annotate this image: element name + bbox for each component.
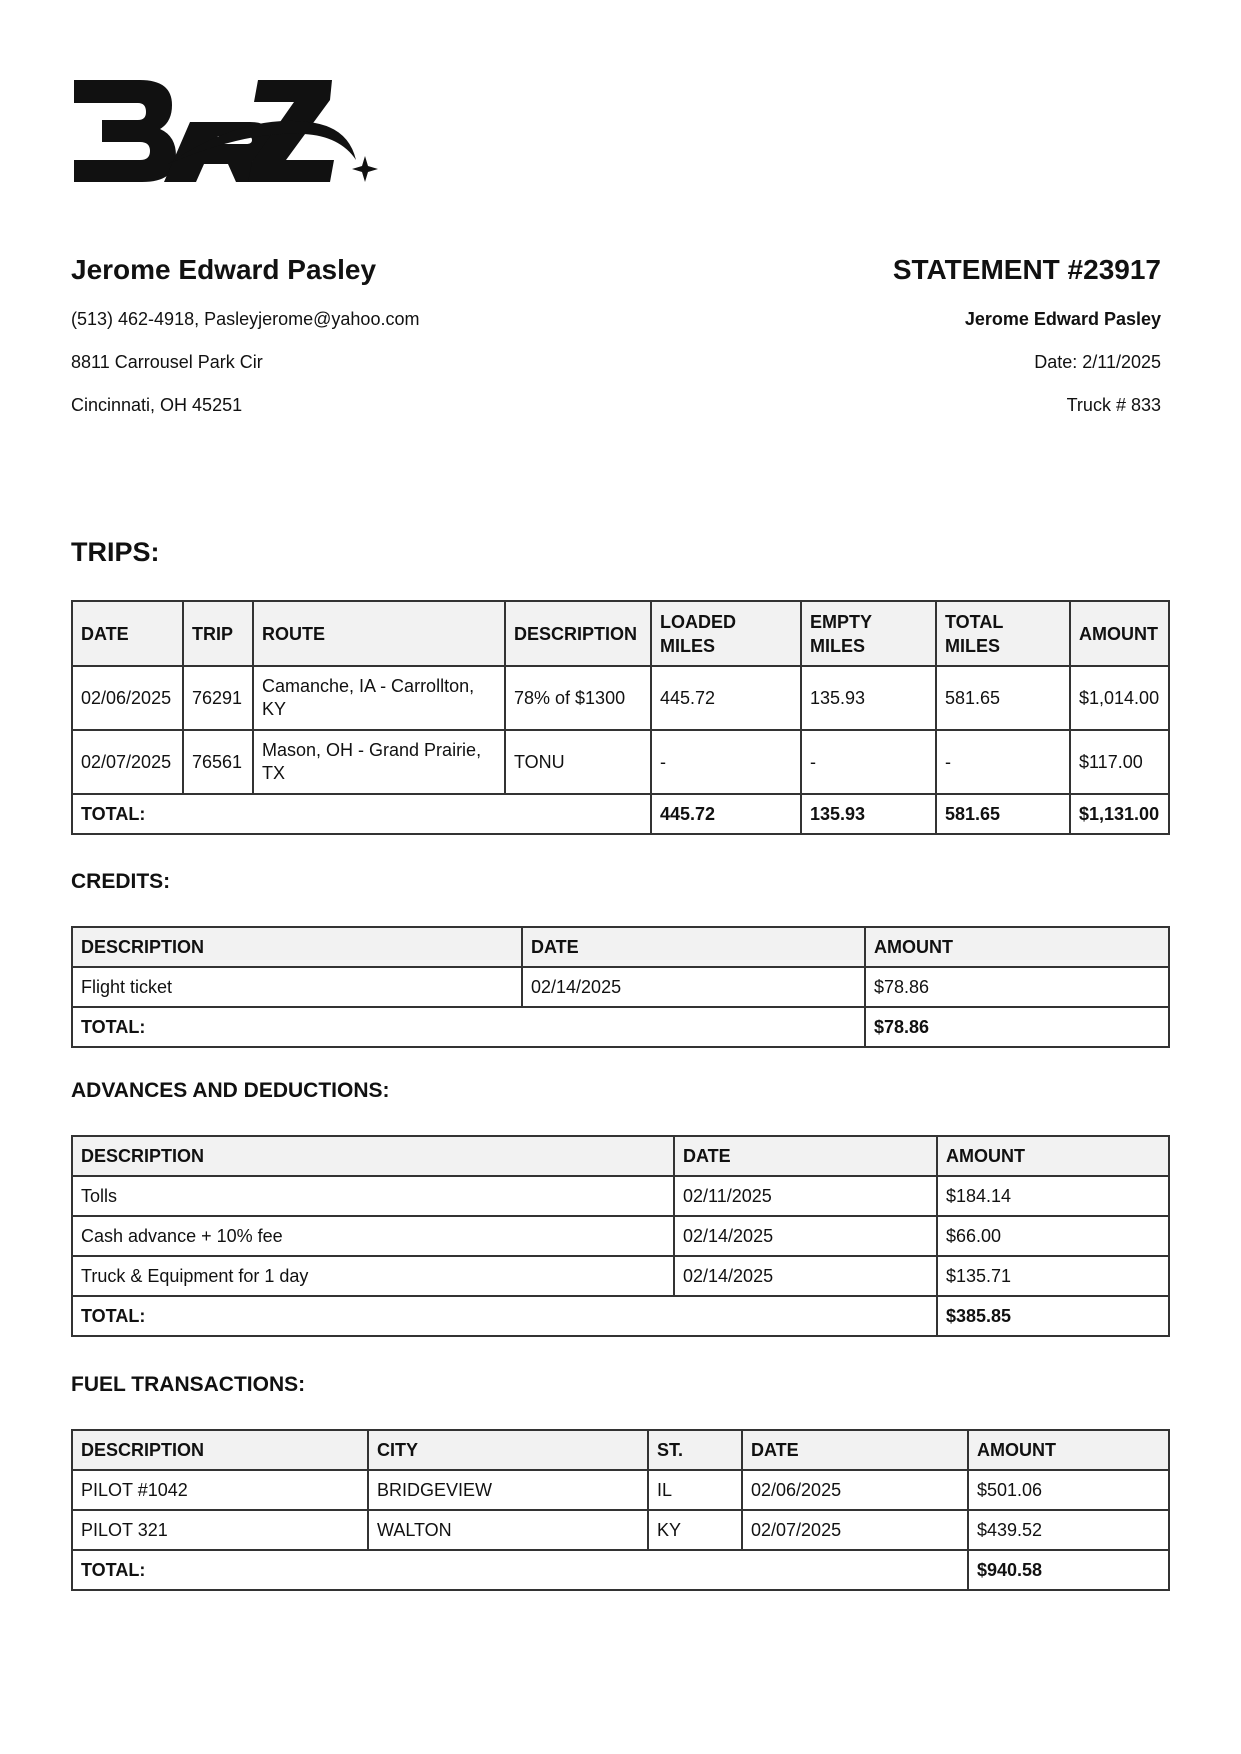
trips-header-row	[72, 601, 1169, 666]
trips-title: TRIPS:	[71, 537, 160, 567]
col-header: DATE	[522, 927, 865, 967]
cell: -	[651, 730, 801, 794]
cell: TONU	[505, 730, 651, 794]
cell: PILOT #1042	[72, 1470, 368, 1510]
table-row	[72, 1470, 1169, 1510]
cell: $1,014.00	[1070, 666, 1169, 730]
cell: $135.71	[937, 1256, 1169, 1296]
credits-title: CREDITS:	[71, 870, 171, 893]
cell: $78.86	[865, 967, 1169, 1007]
credits-table	[71, 926, 1170, 1048]
cell: 135.93	[801, 666, 936, 730]
driver-name: Jerome Edward Pasley	[71, 254, 377, 285]
col-header: AMOUNT	[968, 1430, 1169, 1470]
statement-title: STATEMENT #23917	[892, 254, 1161, 285]
col-header: DESCRIPTION	[72, 1136, 674, 1176]
table-row	[72, 1176, 1169, 1216]
cell: WALTON	[368, 1510, 648, 1550]
fuel-title: FUEL TRANSACTIONS:	[71, 1373, 306, 1396]
col-header: DESCRIPTION	[72, 1430, 368, 1470]
statement-date: Date: 2/11/2025	[1034, 352, 1161, 372]
total-loaded-miles: 445.72	[651, 794, 801, 834]
cell: 78% of $1300	[505, 666, 651, 730]
table-row	[72, 666, 1169, 730]
col-header: ST.	[648, 1430, 742, 1470]
cell: BRIDGEVIEW	[368, 1470, 648, 1510]
cell: -	[801, 730, 936, 794]
col-header: TOTAL MILES	[936, 601, 1070, 666]
total-amount: $385.85	[937, 1296, 1169, 1336]
credits-header-row	[72, 927, 1169, 967]
cell: $439.52	[968, 1510, 1169, 1550]
cell: Mason, OH - Grand Prairie, TX	[253, 730, 505, 794]
total-row	[72, 794, 1169, 834]
table-row	[72, 730, 1169, 794]
cell: $117.00	[1070, 730, 1169, 794]
total-label: TOTAL:	[72, 1007, 865, 1047]
cell: Flight ticket	[72, 967, 522, 1007]
cell: 02/07/2025	[72, 730, 183, 794]
advances-title: ADVANCES AND DEDUCTIONS:	[71, 1079, 390, 1102]
cell: Cash advance + 10% fee	[72, 1216, 674, 1256]
col-header: DATE	[742, 1430, 968, 1470]
table-row	[72, 1510, 1169, 1550]
col-header: AMOUNT	[937, 1136, 1169, 1176]
cell: 76291	[183, 666, 253, 730]
total-amount: $1,131.00	[1070, 794, 1169, 834]
fuel-header-row	[72, 1430, 1169, 1470]
statement-info	[601, 252, 1161, 416]
cell: 02/06/2025	[742, 1470, 968, 1510]
col-header: DESCRIPTION	[505, 601, 651, 666]
col-header: DATE	[674, 1136, 937, 1176]
col-header: TRIP	[183, 601, 253, 666]
col-header: DESCRIPTION	[72, 927, 522, 967]
total-amount: $940.58	[968, 1550, 1169, 1590]
driver-address-line2: Cincinnati, OH 45251	[71, 395, 243, 415]
driver-contact: (513) 462-4918, Pasleyjerome@yahoo.com	[71, 309, 420, 329]
total-amount: $78.86	[865, 1007, 1169, 1047]
cell: $501.06	[968, 1470, 1169, 1510]
cell: 445.72	[651, 666, 801, 730]
total-empty-miles: 135.93	[801, 794, 936, 834]
total-label: TOTAL:	[72, 1296, 937, 1336]
cell: 02/14/2025	[674, 1256, 937, 1296]
col-header: DATE	[72, 601, 183, 666]
truck-number: Truck # 833	[1066, 395, 1161, 415]
cell: PILOT 321	[72, 1510, 368, 1550]
col-header: AMOUNT	[1070, 601, 1169, 666]
advances-header-row	[72, 1136, 1169, 1176]
cell: 02/11/2025	[674, 1176, 937, 1216]
cell: IL	[648, 1470, 742, 1510]
total-label: TOTAL:	[72, 794, 651, 834]
cell: Truck & Equipment for 1 day	[72, 1256, 674, 1296]
cell: 02/06/2025	[72, 666, 183, 730]
table-row	[72, 967, 1169, 1007]
col-header: ROUTE	[253, 601, 505, 666]
table-row	[72, 1216, 1169, 1256]
cell: 02/14/2025	[522, 967, 865, 1007]
col-header: LOADED MILES	[651, 601, 801, 666]
total-miles: 581.65	[936, 794, 1070, 834]
cell: Tolls	[72, 1176, 674, 1216]
advances-table	[71, 1135, 1170, 1337]
driver-info	[71, 252, 631, 416]
total-row	[72, 1550, 1169, 1590]
driver-address-line1: 8811 Carrousel Park Cir	[71, 352, 263, 372]
total-row	[72, 1296, 1169, 1336]
table-row	[72, 1256, 1169, 1296]
cell: Camanche, IA - Carrollton, KY	[253, 666, 505, 730]
col-header: EMPTY MILES	[801, 601, 936, 666]
col-header: CITY	[368, 1430, 648, 1470]
col-header: AMOUNT	[865, 927, 1169, 967]
fuel-table	[71, 1429, 1170, 1591]
brz-logo	[72, 78, 382, 193]
cell: 02/07/2025	[742, 1510, 968, 1550]
cell: 581.65	[936, 666, 1070, 730]
cell: -	[936, 730, 1070, 794]
total-label: TOTAL:	[72, 1550, 968, 1590]
statement-driver-name: Jerome Edward Pasley	[964, 309, 1161, 329]
trips-table	[71, 600, 1170, 835]
total-row	[72, 1007, 1169, 1047]
cell: $66.00	[937, 1216, 1169, 1256]
cell: 02/14/2025	[674, 1216, 937, 1256]
cell: KY	[648, 1510, 742, 1550]
cell: $184.14	[937, 1176, 1169, 1216]
cell: 76561	[183, 730, 253, 794]
